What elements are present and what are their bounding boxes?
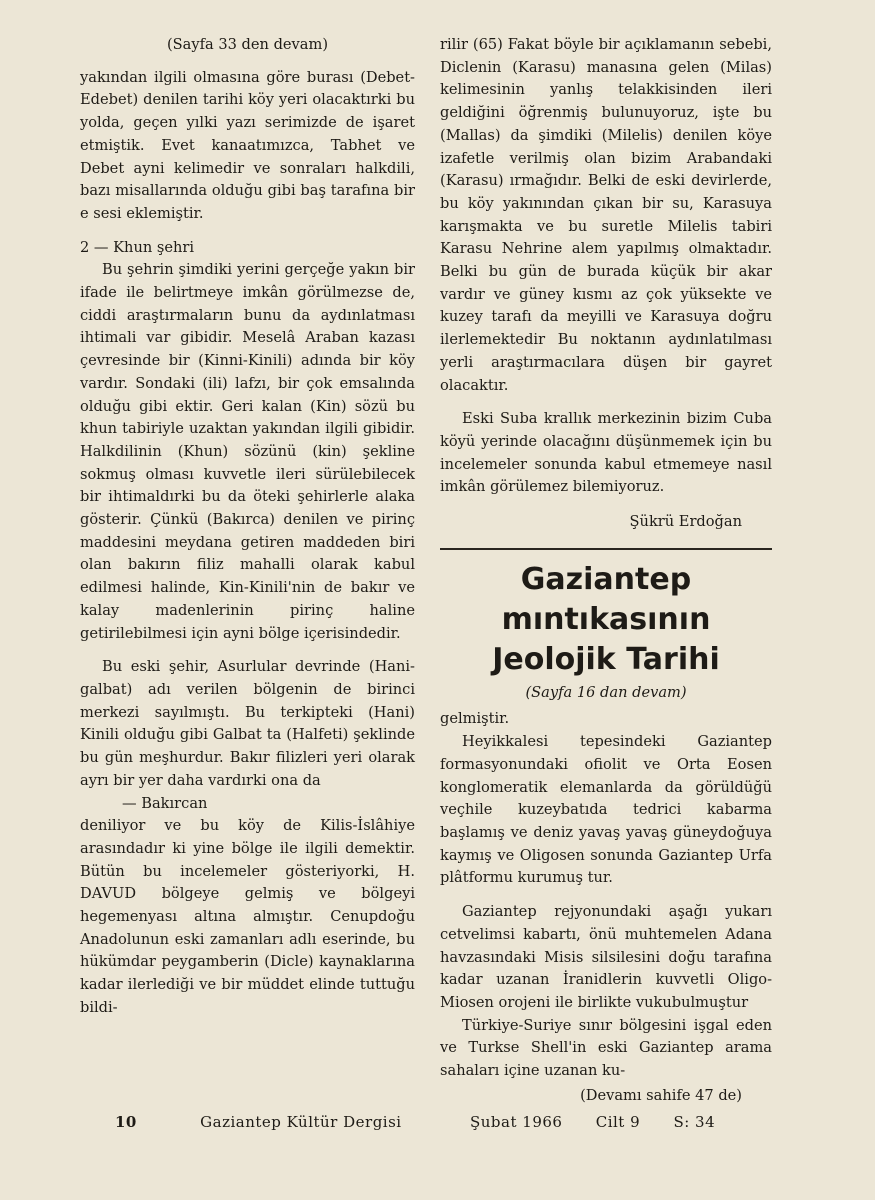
paragraph: Türkiye-Suriye sınır bölgesini işgal eden ve Turkse Shell'in eski Gaziantep arama sahaları içine uzanan ku- xyxy=(440,1016,772,1080)
paragraph: — Bakırcan xyxy=(122,794,208,812)
footer-right xyxy=(470,1113,743,1131)
paragraph: Gaziantep rejyonundaki aşağı yukarı cetvelimsi kabartı, önü muhtemelen Adana havzasındaki Misis silsilesini doğu tarafına kadar uzanan İranidlerin kuvvetli Oligo-Miosen orojeni ile birlikte vukubulmuştur xyxy=(440,903,772,1011)
article-continuation-note: (Sayfa 16 dan devam) xyxy=(525,683,687,701)
paragraph: deniliyor ve bu köy de Kilis-İslâhiye arasındadır ki yine bölge ile ilgili demektir. Bütün bu incelemeler gösteriyorki, H. DAVUD bölgeye gelmiş ve bölgeyi hegemenyası altına almıştır. Cenupdoğu Anadolunun eski zamanları adlı eserinde, bu hükümdar peygamberin (Dicle) kaynaklarına kadar ilerlediği ve bir müddet elinde tuttuğu bildi- xyxy=(80,817,415,1016)
article-title-line-1: Gaziantep mıntıkasının xyxy=(501,561,711,637)
page-number: 10 xyxy=(115,1113,137,1131)
issue-date: Şubat 1966 xyxy=(470,1113,563,1131)
author-signature: Şükrü Erdoğan xyxy=(629,513,742,531)
paragraph: Eski Suba krallık merkezinin bizim Cuba köyü yerinde olacağını düşünmemek için bu incelemeler sonunda kabul etmemeye nasıl imkân görülemez bilemiyoruz. xyxy=(440,410,772,496)
continuation-note: (Sayfa 33 den devam) xyxy=(166,36,329,53)
paragraph: rilir (65) Fakat böyle bir açıklamanın sebebi, Diclenin (Karasu) manasına gelen (Milas) kelimesinin yanlış telakkisinden ileri geldiğini öğrenmiş bulunuyoruz, işte bu (Mallas) da şimdiki (Milelis) denilen köye izafetle verilmiş olan bizim Arabandaki (Karasu) ırmağıdır. Belki de eski devirlerde, bu köy yakınından çıkan bir su, Karasuya karışmakta ve bu suretle Milelis tabiri Karasu Nehrine alem yapılmış olmaktadır. Belki bu gün de burada küçük bir akar vardır ve güney kısmı az çok yüksekte ve kuzey tarafı da meyilli ve Karasuya doğru ilerlemektedir Bu noktanın aydınlatılması yerli araştırmacılara düşen bir gayret olacaktır. xyxy=(440,36,772,394)
issue-number: S: 34 xyxy=(673,1113,716,1131)
paragraph: gelmiştir. xyxy=(440,710,510,728)
magazine-name: Gaziantep Kültür Dergisi xyxy=(200,1113,402,1131)
article-title-line-2: Jeolojik Tarihi xyxy=(492,641,720,677)
section-heading: 2 — Khun şehri xyxy=(80,238,195,256)
paragraph: yakından ilgili olmasına göre burası (Debet-Edebet) denilen tarihi köy yeri olacaktırki bu yolda, geçen yılki yazı serimizde de işaret etmiştik. Evet kanaatımızca, Tabhet ve Debet ayni kelimedir ve sonraları halkdili, bazı misallarında olduğu gibi baş tarafına bir e sesi eklemiştir. xyxy=(80,68,415,222)
paragraph: Heyikkalesi tepesindeki Gaziantep formasyonundaki ofiolit ve Orta Eosen konglomeratik elemanlarda da görüldüğü veçhile kuzeybatıda tedrici kabarma başlamış ve deniz yavaş yavaş güneydoğuya kaymış ve Oligosen sonunda Gaziantep Urfa plâtformu kurumuş tur. xyxy=(440,733,772,887)
paragraph: Bu eski şehir, Asurlular devrinde (Hani-galbat) adı verilen bölgenin de birinci merkezi sayılmıştı. Bu terkipteki (Hani) Kinili olduğu gibi Galbat ta (Halfeti) şeklinde bu gün meşhurdur. Bakır filizleri yeri olarak ayrı bir yer daha vardırki ona da xyxy=(80,658,415,789)
left-column xyxy=(80,34,415,1020)
paragraph: Bu şehrin şimdiki yerini gerçeğe yakın bir ifade ile belirtmeye imkân görülmezse de, ciddi araştırmaların bunu da aydınlatması ihtimali var gibidir. Meselâ Araban kazası çevresinde bir (Kinni-Kinili) adında bir köy vardır. Sondaki (ili) lafzı, bir çok emsalında olduğu gibi ektir. Geri kalan (Kin) sözü bu khun tabiriyle uzaktan yakından ilgili gibidir. Halkdilinin (Khun) sözünü (kin) şekline sokmuş olması kuvvetle ileri sürülebilecek bir ihtimaldırki bu da öteki şehirlerle alaka gösterir. Çünkü (Bakırca) denilen ve pirinç maddesini meydana getiren maddeden biri olan bakırın filiz mahalli olarak kabul edilmesi halinde, Kin-Kinili'nin de bakır ve kalay madenlerinin pirinç haline getirilebilmesi için ayni bölge içerisindedir. xyxy=(80,261,415,642)
right-column xyxy=(440,34,772,1107)
article-divider xyxy=(440,548,772,550)
volume-number: Cilt 9 xyxy=(595,1113,641,1131)
footer-left xyxy=(115,1113,402,1131)
continued-note: (Devamı sahife 47 de) xyxy=(580,1086,742,1104)
